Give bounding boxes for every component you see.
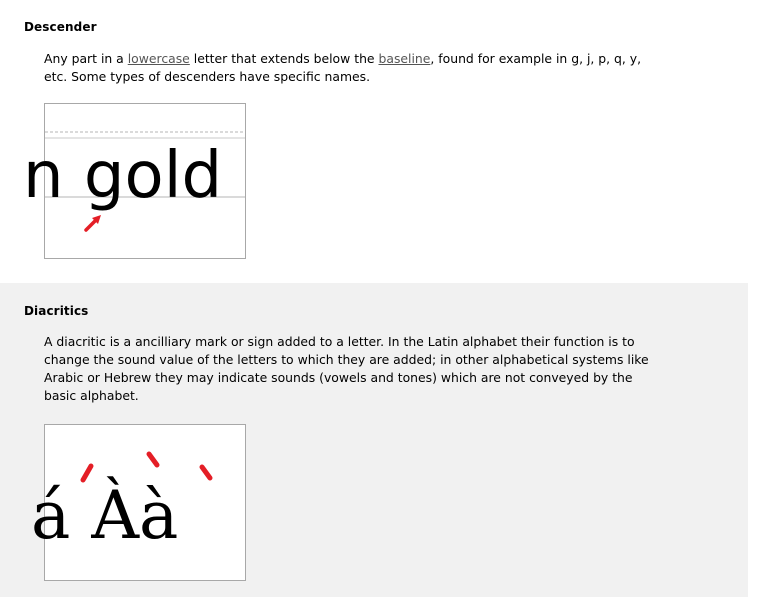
- grave-accent-highlight-lower: [202, 467, 210, 478]
- descender-heading: Descender: [24, 20, 97, 34]
- diacritics-sample-text: á Àà: [31, 477, 179, 554]
- diacritics-heading: Diacritics: [24, 304, 89, 318]
- diacritics-description: A diacritic is a ancilliary mark or sign added to a letter. In the Latin alphabet their function is to change the sound value of the letters to which they are added; in other alphabetical systems like Arabic or Hebrew they may indicate sounds (vowels and tones) which are not conveyed by the basic alphabet.: [44, 334, 649, 403]
- lowercase-link[interactable]: lowercase: [127, 51, 190, 66]
- descender-text-mid: letter that extends below the: [189, 51, 379, 66]
- descender-illustration: [23, 103, 246, 259]
- grave-accent-highlight-capital: [149, 454, 157, 465]
- descender-text-pre: Any part in a: [44, 51, 128, 66]
- diacritics-illustration: [31, 424, 246, 581]
- descender-text-post: , found for example in g, j, p, q, y, etc. Some types of descenders have specific names.: [44, 51, 642, 84]
- baseline-link[interactable]: baseline: [378, 51, 431, 66]
- descender-sample-text: n gold: [23, 139, 223, 213]
- descender-description: [44, 50, 654, 86]
- descender-section: [0, 0, 748, 283]
- descender-arrow-icon: [86, 215, 101, 230]
